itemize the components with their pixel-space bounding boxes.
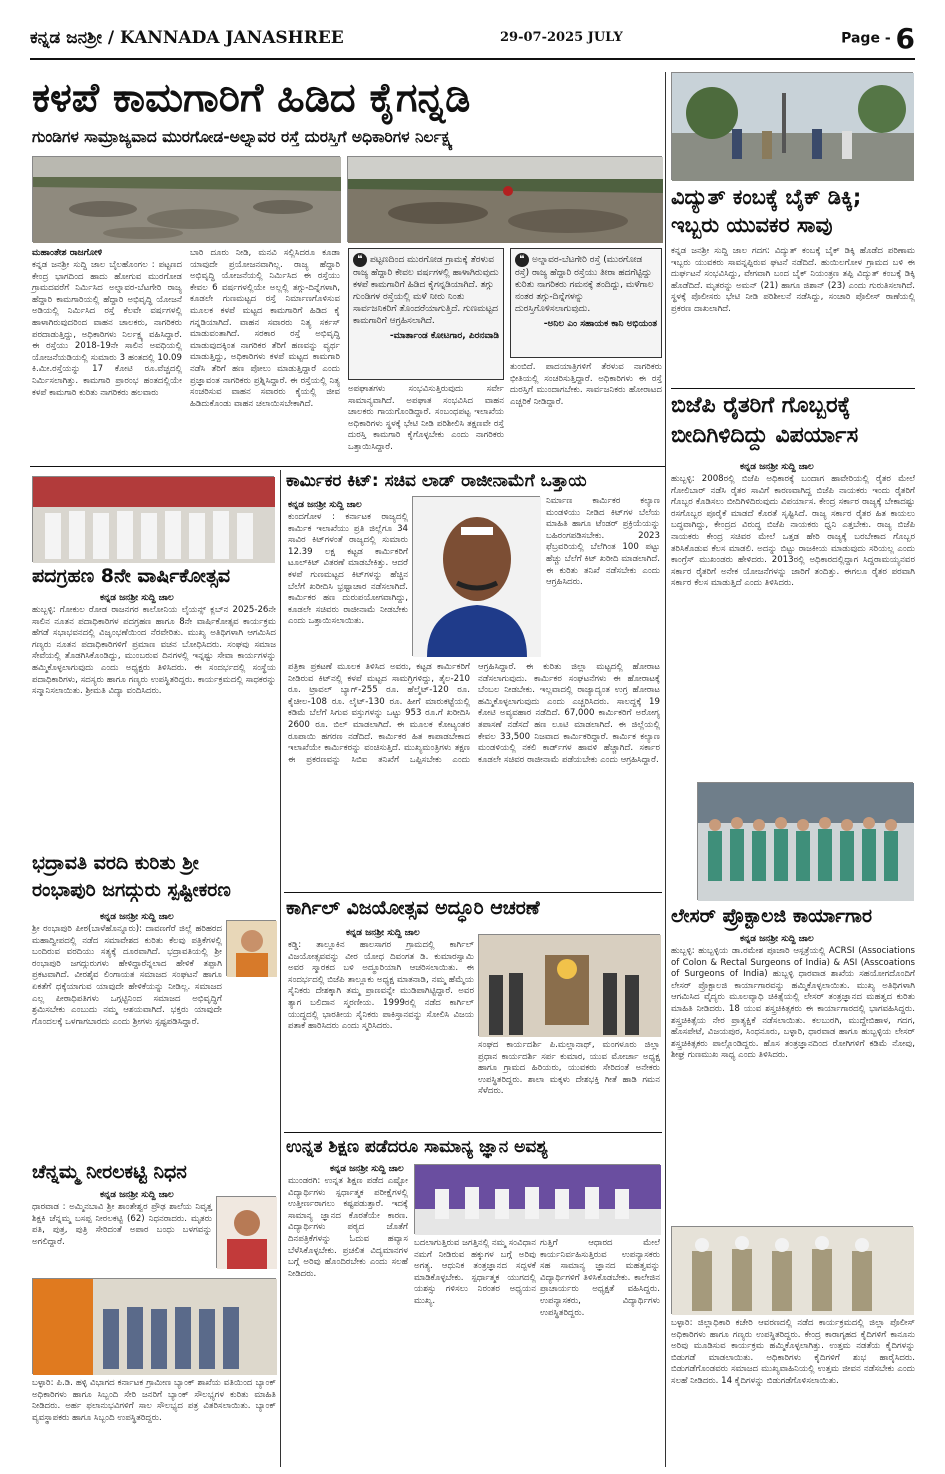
chennamma-body: ಧಾರವಾಡ : ಅಮ್ಮಿನಬಾವಿ ಶ್ರೀ ಶಾಂತೇಶ್ವರ ಪ್ರೌಢ ಶಾಲೆಯ ನಿವೃತ್ತ ಶಿಕ್ಷಕಿ ಚೆನ್ನಮ್ಮ ಬಸಪ್ಪ ನೀರಲಕಟ್ಟಿ (62) ನಿಧನರಾದರು. ಮೃತರು ಪತಿ, ಪುತ್ರ, ಪುತ್ರಿ ಸೇರಿದಂತೆ ಅಪಾರ ಬಂಧು ಬಳಗವನ್ನು ಅಗಲಿದ್ದಾರೆ. <box>32 1202 212 1247</box>
karmika-body-full: ಪತ್ರಿಕಾ ಪ್ರಕಟಣೆ ಮೂಲಕ ತಿಳಿಸಿದ ಅವರು, ಕಟ್ಟಡ ಕಾರ್ಮಿಕರಿಗೆ ನೀಡಿರುವ ಕಿಟ್‌ನಲ್ಲಿ ಕಳಪೆ ಮಟ್ಟದ ಸಾಮಗ್ರಿಗಳಿದ್ದು, ತೈಲ-210 ರೂ. ಟ್ರಾವಲ್ ಬ್ಯಾಗ್-255 ರೂ. ಹೆಲ್ಮೆಟ್-120 ರೂ. ಕೈಚೀಲ-108 ರೂ. ಲೈಟ್-130 ರೂ. ಹೀಗೆ ಮಾರುಕಟ್ಟೆಯಲ್ಲಿ ಕಡಿಮೆ ಬೆಲೆಗೆ ಸಿಗುವ ವಸ್ತುಗಳನ್ನು ಒಟ್ಟು 953 ರೂ.ಗೆ ಖರೀದಿಸಿ 2600 ರೂ. ಬಿಲ್ ಮಾಡಲಾಗಿದೆ. ಈ ಮೂಲಕ ಕೋಟ್ಯಂತರ ರೂಪಾಯಿ ಹಗರಣ ನಡೆದಿದೆ. ಕಾರ್ಮಿಕರ ಹಿತ ಕಾಪಾಡಬೇಕಾದ ಇಲಾಖೆಯೇ ಕಾರ್ಮಿಕರನ್ನು ವಂಚಿಸುತ್ತಿದೆ. ಮುಖ್ಯಮಂತ್ರಿಗಳು ತಕ್ಷಣ ಈ ಪ್ರಕರಣವನ್ನು ಸಿಬಿಐ ತನಿಖೆಗೆ ಒಪ್ಪಿಸಬೇಕು ಎಂದು ಆಗ್ರಹಿಸಿದ್ದಾರೆ. ಈ ಕುರಿತು ಜಿಲ್ಲಾ ಮಟ್ಟದಲ್ಲಿ ಹೋರಾಟ ನಡೆಸಲಾಗುವುದು. ಕಾರ್ಮಿಕರ ಸಂಘಟನೆಗಳು ಈ ಹೋರಾಟಕ್ಕೆ ಬೆಂಬಲ ನೀಡಬೇಕು. ಇಲ್ಲವಾದಲ್ಲಿ ರಾಜ್ಯಾದ್ಯಂತ ಉಗ್ರ ಹೋರಾಟ ಹಮ್ಮಿಕೊಳ್ಳಲಾಗುವುದು ಎಂದು ಎಚ್ಚರಿಸಿದರು. ಸಾಲದ್ದಕ್ಕೆ 19 ಕೋಟಿ ಅವ್ಯವಹಾರ ನಡೆದಿದೆ. 67,000 ಕಾರ್ಮಿಕರಿಗೆ ಅರೋಗ್ಯ ತಪಾಸಣೆ ನಡೆಸದೆ ಹಣ ಲೂಟಿ ಮಾಡಲಾಗಿದೆ. ಈ ಜಿಲ್ಲೆಯಲ್ಲಿ ಕೇವಲ 33,500 ನಿಜವಾದ ಕಾರ್ಮಿಕರಿದ್ದಾರೆ. ಕಾರ್ಮಿಕ ಕಲ್ಯಾಣ ಮಂಡಳಿಯಲ್ಲಿ ನಕಲಿ ಕಾರ್ಡ್‌ಗಳ ಹಾವಳಿ ಹೆಚ್ಚಾಗಿದೆ. ಸರ್ಕಾರ ಕೂಡಲೇ ಸಚಿವರ ರಾಜೀನಾಮೆ ಪಡೆಯಬೇಕು ಎಂದು ಆಗ್ರಹಿಸಿದ್ದಾರೆ. <box>288 662 660 765</box>
main-body-col4: ತುಂಬಿದೆ. ಪಾದಯಾತ್ರಿಗಳಿಗೆ ತೆರಳುವ ನಾಗರಿಕರು ಭೀತಿಯಲ್ಲಿ ಸಂಚರಿಸುತ್ತಿದ್ದಾರೆ. ಅಧಿಕಾರಿಗಳು ಈ ರಸ್ತೆ ದುರಸ್ತಿಗೆ ಮುಂದಾಗಬೇಕು. ಸಾರ್ವಜನಿಕರು ಹೋರಾಟದ ಎಚ್ಚರಿಕೆ ನೀಡಿದ್ದಾರೆ. <box>510 362 662 407</box>
karmika-byline: ಕನ್ನಡ ಜನಶ್ರೀ ಸುದ್ದಿ ಜಾಲ <box>288 500 362 510</box>
page-indicator <box>841 22 915 55</box>
memorial-photo-illustration <box>479 935 661 1037</box>
main-byline: ಮಹಾಂತೇಶ ರಾಜಗೋಳಿ <box>32 248 103 258</box>
main-headline: ಕಳಪೆ ಕಾಮಗಾರಿಗೆ ಹಿಡಿದ ಕೈಗನ್ನಡಿ <box>32 75 471 121</box>
padagrahana-headline: ಪದಗ್ರಹಣ 8ನೇ ವಾರ್ಷಿಕೋತ್ಸವ <box>32 565 231 587</box>
road-photo-right <box>347 156 662 242</box>
main-body-col1: ಕನ್ನಡ ಜನಶ್ರೀ ಸುದ್ದಿ ಜಾಲ ಬೈಲಹೊಂಗಲ : ಪಟ್ಟಣದ ಕೇಂದ್ರ ಭಾಗದಿಂದ ಹಾದು ಹೋಗುವ ಮುರಗೋಡ ಗ್ರಾಮದವರೆಗೆ ನಿರ್ಮಿಸಿದ ಅಲ್ನಾವರ-ಬೆಟಗೇರಿ ರಾಜ್ಯ ಹೆದ್ದಾರಿ ಕಾಮಗಾರಿಯಲ್ಲಿ ಹೆದ್ದಾರಿ ಅಭಿವೃದ್ಧಿ ಯೋಜನೆ ಅಡಿಯಲ್ಲಿ ನಿರ್ಮಿಸಿದ ರಸ್ತೆ ಕೆಲವೇ ವರ್ಷಗಳಲ್ಲಿ ಹಾಳಾಗಿರುವುದರಿಂದ ವಾಹನ ಚಾಲಕರು, ನಾಗರಿಕರು ಪರದಾಡುತ್ತಿದ್ದು, ಅಧಿಕಾರಿಗಳು ನಿರ್ಲಕ್ಷ್ಯ ವಹಿಸಿದ್ದಾರೆ. ಈ ರಸ್ತೆಯು 2018-19ನೇ ಸಾಲಿನ ಅವಧಿಯಲ್ಲಿ ಯೋಜನೆಯಡಿಯಲ್ಲಿ ಸುಮಾರು 3 ಹಂತದಲ್ಲಿ 10.09 ಕಿ.ಮೀ.ರಸ್ತೆಯನ್ನು 17 ಕೋಟಿ ರೂ.ವೆಚ್ಚದಲ್ಲಿ ನಿರ್ಮಿಸಲಾಗಿತ್ತು. ಕಾಮಗಾರಿ ಪ್ರಾರಂಭ ಹಂತದಲ್ಲಿಯೇ ಕಳಪೆ ಕಾಮಗಾರಿ ಕುರಿತು ನಾಗರಿಕರು ಹಲವಾರು <box>32 260 182 398</box>
ballari-photo <box>671 1226 913 1314</box>
kargil-body-col1: ಕಡ್ಡಿ: ತಾಲ್ಲೂಕಿನ ಹಾಲಸಾಗರ ಗ್ರಾಮದಲ್ಲಿ ಕಾರ್ಗಿಲ್ ವಿಜಯೋತ್ಸವವನ್ನು ವೀರ ಯೋಧ ದಿವಂಗತ ಡಿ. ಕುಮಾರಸ್ವಾಮಿ ಅವರ ಸ್ಮಾರಕದ ಬಳಿ ಅದ್ಧೂರಿಯಾಗಿ ಆಚರಿಸಲಾಯಿತು. ಈ ಸಂದರ್ಭದಲ್ಲಿ ಬಿಜೆಪಿ ತಾಲ್ಲೂಕು ಅಧ್ಯಕ್ಷ ಮಾತನಾಡಿ, ನಮ್ಮ ಹೆಮ್ಮೆಯ ಸೈನಿಕರು ದೇಶಕ್ಕಾಗಿ ತಮ್ಮ ಪ್ರಾಣವನ್ನೇ ಮುಡಿಪಾಗಿಟ್ಟಿದ್ದಾರೆ. ಅವರ ತ್ಯಾಗ ಬಲಿದಾನ ಸ್ಮರಣೀಯ. 1999ರಲ್ಲಿ ನಡೆದ ಕಾರ್ಗಿಲ್ ಯುದ್ಧದಲ್ಲಿ ಭಾರತೀಯ ಸೈನಿಕರು ಪಾಕಿಸ್ತಾನವನ್ನು ಸೋಲಿಸಿ ವಿಜಯ ಪತಾಕೆ ಹಾರಿಸಿದರು ಎಂದು ಸ್ಮರಿಸಿದರು. <box>288 940 474 1032</box>
portrait-illustration <box>227 921 277 977</box>
quote-1-signature: -ಮಾರ್ತಾಂಡ ಕೋಟಗಾರ, ಪಿರನವಾಡಿ <box>389 331 499 341</box>
paper-name: ಕನ್ನಡ ಜನಶ್ರೀ / KANNADA JANASHREE <box>30 28 344 48</box>
kargil-photo <box>478 934 660 1036</box>
quote-2-text: ಅಲ್ನಾವರ-ಬೆಟಗೇರಿ ರಸ್ತೆ (ಮುರಗೋಡ ರಸ್ತೆ) ರಾಜ್ಯ ಹೆದ್ದಾರಿ ರಸ್ತೆಯು ತೀರಾ ಹದಗೆಟ್ಟಿದ್ದು ಕುರಿತು ನಾಗರಿಕರು ಗಮನಕ್ಕೆ ತಂದಿದ್ದು, ಮಳೆಗಾಲ ನಂತರ ತಗ್ಗು-ದಿನ್ನೆಗಳನ್ನು ದುರಸ್ತಿಗೊಳಿಸಲಾಗುವುದು. <box>515 255 654 314</box>
ballari-caption: ಬಳ್ಳಾರಿ: ಜಿಲ್ಲಾಧಿಕಾರಿ ಕಚೇರಿ ಆವರಣದಲ್ಲಿ ನಡೆದ ಕಾರ್ಯಕ್ರಮದಲ್ಲಿ ಜಿಲ್ಲಾ ಪೊಲೀಸ್ ಅಧಿಕಾರಿಗಳು ಹಾಗೂ ಗಣ್ಯರು ಉಪಸ್ಥಿತರಿದ್ದರು. ಕೇಂದ್ರ ಕಾರಾಗೃಹದ ಕೈದಿಗಳಿಗೆ ಕಾನೂನು ಅರಿವು ಮೂಡಿಸುವ ಕಾರ್ಯಕ್ರಮ ಹಮ್ಮಿಕೊಳ್ಳಲಾಗಿತ್ತು. ಉತ್ತಮ ನಡತೆಯ ಕೈದಿಗಳನ್ನು ಬಿಡುಗಡೆ ಮಾಡಲಾಯಿತು. ಅಧಿಕಾರಿಗಳು ಕೈದಿಗಳಿಗೆ ಶುಭ ಹಾರೈಸಿದರು. ಬಿಡುಗಡೆಗೊಂಡವರು ಸಮಾಜದ ಮುಖ್ಯವಾಹಿನಿಯಲ್ಲಿ ಉತ್ತಮ ಜೀವನ ನಡೆಸಬೇಕು ಎಂದು ಸಲಹೆ ನೀಡಿದರು. 14 ಕೈದಿಗಳನ್ನು ಬಿಡುಗಡೆಗೊಳಿಸಲಾಯಿತು. <box>671 1318 915 1386</box>
road-photo-left <box>32 156 340 242</box>
bjp-byline: ಕನ್ನಡ ಜನಶ್ರೀ ಸುದ್ದಿ ಜಾಲ <box>740 462 814 472</box>
higher-ed-body-col2: ಬದಲಾಗುತ್ತಿರುವ ಜಗತ್ತಿನಲ್ಲಿ ನಮ್ಮ ಸಂವಿಧಾನ ನಮಗೆ ನೀಡಿರುವ ಹಕ್ಕುಗಳ ಬಗ್ಗೆ ಅರಿವು ಅಗತ್ಯ. ಆಧುನಿಕ ತಂತ್ರಜ್ಞಾನದ ಸದ್ಬಳಕೆ ಮಾಡಿಕೊಳ್ಳಬೇಕು. ಸ್ಪರ್ಧಾತ್ಮಕ ಯುಗದಲ್ಲಿ ಯಶಸ್ಸು ಗಳಿಸಲು ನಿರಂತರ ಅಧ್ಯಯನ ಮುಖ್ಯ. <box>414 1238 537 1306</box>
electric-headline-l2: ಇಬ್ಬರು ಯುವಕರ ಸಾವು <box>671 213 833 237</box>
higher-ed-body-col3: ಗುತ್ತಿಗೆ ಆಧಾರದ ಮೇಲೆ ಕಾರ್ಯನಿರ್ವಹಿಸುತ್ತಿರುವ ಉಪನ್ಯಾಸಕರು ಸಹ ಸಾಮಾನ್ಯ ಜ್ಞಾನದ ಮಹತ್ವವನ್ನು ವಿದ್ಯಾರ್ಥಿಗಳಿಗೆ ತಿಳಿಸಿಕೊಡಬೇಕು. ಕಾಲೇಜಿನ ಪ್ರಾಚಾರ್ಯರು ಅಧ್ಯಕ್ಷತೆ ವಹಿಸಿದ್ದರು. ಉಪನ್ಯಾಸಕರು, ವಿದ್ಯಾರ್ಥಿಗಳು ಉಪಸ್ಥಿತರಿದ್ದರು. <box>540 1238 660 1318</box>
portrait-illustration <box>217 1197 277 1269</box>
accident-photo <box>671 72 913 180</box>
road-photo-illustration <box>33 157 341 243</box>
main-body-col2: ಬಾರಿ ದೂರು ನೀಡಿ, ಮನವಿ ಸಲ್ಲಿಸಿದರೂ ಕೂಡಾ ಯಾವುದೇ ಪ್ರಯೋಜನವಾಗಿಲ್ಲ. ರಾಜ್ಯ ಹೆದ್ದಾರಿ ಅಭಿವೃದ್ಧಿ ಯೋಜನೆಯಲ್ಲಿ ನಿರ್ಮಿಸಿದ ಈ ರಸ್ತೆಯು ಕೇವಲ 6 ವರ್ಷಗಳಲ್ಲಿಯೇ ಅಲ್ಲಲ್ಲಿ ತಗ್ಗು-ದಿನ್ನೆಗಳಾಗಿ, ಕೂಡಲೇ ಗುಣಮಟ್ಟದ ರಸ್ತೆ ನಿರ್ಮಾಣಗೊಳಿಸುವ ಮೂಲಕ ಕಳಪೆ ಮಟ್ಟದ ಕಾಮಗಾರಿಗೆ ಹಿಡಿದ ಕೈ ಗನ್ನಡಿಯಾಗಿದೆ. ವಾಹನ ಸವಾರರು ನಿತ್ಯ ಸರ್ಕಸ್ ಮಾಡುವಂತಾಗಿದೆ. ಸರಕಾರ ರಸ್ತೆ ಅಭಿವೃದ್ಧಿ ಮಾಡುವುದಕ್ಕಿಂತ ನಾಗರಿಕರ ತೆರಿಗೆ ಹಣವನ್ನು ವ್ಯರ್ಥ ಮಾಡುತ್ತಿದ್ದು, ಅಧಿಕಾರಿಗಳು ಕಳಪೆ ಮಟ್ಟದ ಕಾಮಗಾರಿ ನಡೆಸಿ ತೆರಿಗೆ ಹಣ ಪೋಲು ಮಾಡುತ್ತಿದ್ದಾರೆ ಎಂದು ಪ್ರಜ್ಞಾವಂತ ನಾಗರಿಕರು ಪ್ರಶ್ನಿಸಿದ್ದಾರೆ. ಈ ರಸ್ತೆಯಲ್ಲಿ ನಿತ್ಯ ಸಂಚರಿಸುವ ವಾಹನ ಸವಾರರು ಕೈಯಲ್ಲಿ ಜೀವ ಹಿಡಿದುಕೊಂಡು ವಾಹನ ಚಲಾಯಿಸಬೇಕಾಗಿದೆ. <box>190 248 340 409</box>
quote-icon: ❝ <box>353 253 367 267</box>
main-body-col3: ಅಪಘಾತಗಳು ಸಂಭವಿಸುತ್ತಿರುವುದು ಸರ್ವೇ ಸಾಮಾನ್ಯವಾಗಿದೆ. ಅಪಘಾತ ಸಂಭವಿಸಿದ ವಾಹನ ಚಾಲಕರು ಗಾಯಗೊಂಡಿದ್ದಾರೆ. ಸಂಬಂಧಪಟ್ಟ ಇಲಾಖೆಯ ಅಧಿಕಾರಿಗಳು ಸ್ಥಳಕ್ಕೆ ಭೇಟಿ ನೀಡಿ ಪರಿಶೀಲಿಸಿ ತಕ್ಷಣವೇ ರಸ್ತೆ ದುರಸ್ತಿ ಕಾಮಗಾರಿ ಕೈಗೊಳ್ಳಬೇಕು ಎಂದು ನಾಗರಿಕರು ಒತ್ತಾಯಿಸಿದ್ದಾರೆ. <box>348 384 504 452</box>
section-rule <box>284 1132 662 1133</box>
laser-byline: ಕನ್ನಡ ಜನಶ್ರೀ ಸುದ್ದಿ ಜಾಲ <box>740 934 814 944</box>
ceremony-photo-illustration <box>672 1227 914 1315</box>
page-label: Page - <box>841 30 891 47</box>
swamiji-photo <box>226 920 276 976</box>
karmika-headline: ಕಾರ್ಮಿಕರ ಕಿಟ್: ಸಚಿವ ಲಾಡ್ ರಾಜೀನಾಮೆಗೆ ಒತ್ತಾಯ <box>286 471 587 491</box>
group-photo-illustration <box>33 1279 277 1375</box>
quote-2-signature: -ಅನಿಲ ಎಂ ಸಹಾಯಕ ಕಾನಿ ಅಭಿಯಂತ <box>543 319 657 329</box>
bjp-body: ಹುಬ್ಬಳ್ಳಿ: 2008ರಲ್ಲಿ ಬಿಜೆಪಿ ಅಧಿಕಾರಕ್ಕೆ ಬಂದಾಗ ಹಾವೇರಿಯಲ್ಲಿ ರೈತರ ಮೇಲೆ ಗೋಲಿಬಾರ್ ನಡೆಸಿ ರೈತರ ಸಾವಿಗೆ ಕಾರಣವಾಗಿದ್ದ ಬಿಜೆಪಿ ನಾಯಕರು ಇಂದು ರೈತರಿಗೆ ಗೊಬ್ಬರ ಕೊಡಿಸಲು ಬೀದಿಗಿಳಿದಿರುವುದು ವಿಪರ್ಯಾಸ. ಕೇಂದ್ರ ಸರ್ಕಾರ ರಾಜ್ಯಕ್ಕೆ ಬೇಕಾದಷ್ಟು ರಸಗೊಬ್ಬರ ಪೂರೈಕೆ ಮಾಡದೆ ಕೊರತೆ ಸೃಷ್ಟಿಸಿದೆ. ರಾಜ್ಯ ಸರ್ಕಾರ ರೈತರ ಹಿತ ಕಾಯಲು ಬದ್ಧವಾಗಿದ್ದು, ಕೇಂದ್ರದ ವಿರುದ್ಧ ಬಿಜೆಪಿ ನಾಯಕರು ಧ್ವನಿ ಎತ್ತಬೇಕು. ರಾಜ್ಯ ಬಿಜೆಪಿ ನಾಯಕರು ಕೇಂದ್ರ ಸಚಿವರ ಮೇಲೆ ಒತ್ತಡ ಹೇರಿ ರಾಜ್ಯಕ್ಕೆ ಬರಬೇಕಾದ ಗೊಬ್ಬರ ತರಿಸಿಕೊಡುವ ಕೆಲಸ ಮಾಡಲಿ. ಅದನ್ನು ಬಿಟ್ಟು ರಾಜಕೀಯ ಮಾಡುವುದು ಸರಿಯಲ್ಲ ಎಂದು ಕಾಂಗ್ರೆಸ್ ಮುಖಂಡರು ಹೇಳಿದರು. 2013ರಲ್ಲಿ ಅಧಿಕಾರದಲ್ಲಿದ್ದಾಗ ಸಿದ್ದರಾಮಯ್ಯನವರ ಸರ್ಕಾರ ರೈತರಿಗೆ ಅನೇಕ ಯೋಜನೆಗಳನ್ನು ಜಾರಿಗೆ ತಂದಿತ್ತು. ಈಗಲೂ ರೈತರ ಪರವಾಗಿ ಸರ್ಕಾರ ಕೆಲಸ ಮಾಡುತ್ತಿದೆ ಎಂದು ತಿಳಿಸಿದರು. <box>671 474 915 589</box>
kargil-byline: ಕನ್ನಡ ಜನಶ್ರೀ ಸುದ್ದಿ ಜಾಲ <box>346 928 420 938</box>
laser-body: ಹುಬ್ಬಳ್ಳಿ: ಹುಬ್ಬಳ್ಳಿಯ ಡಾ.ರಮೇಶ ಪೂಜಾರಿ ಆಸ್ಪತ್ರೆಯಲ್ಲಿ ACRSI (Associations of Colon & Rectal Surgeons of India) & ASI (Asscoations of Surgeons of India) ಹುಬ್ಬಳ್ಳಿ ಧಾರವಾಡ ಶಾಖೆಯ ಸಹಯೋಗದೊಂದಿಗೆ ಲೇಸರ್ ಪ್ರೊಕ್ಟಾಲಜಿ ಕಾರ್ಯಾಗಾರವನ್ನು ಹಮ್ಮಿಕೊಳ್ಳಲಾಯಿತು. ಮುಖ್ಯ ಅತಿಥಿಗಳಾಗಿ ಆಗಮಿಸಿದ ವೈದ್ಯರು ಮೂಲವ್ಯಾಧಿ ಚಿಕಿತ್ಸೆಯಲ್ಲಿ ಲೇಸರ್ ತಂತ್ರಜ್ಞಾನದ ಮಹತ್ವದ ಕುರಿತು ಮಾಹಿತಿ ನೀಡಿದರು. 18 ಯುವ ಶಸ್ತ್ರಚಿಕಿತ್ಸಕರು ಈ ಕಾರ್ಯಾಗಾರದಲ್ಲಿ ಭಾಗವಹಿಸಿದ್ದರು. ಶಸ್ತ್ರಚಿಕಿತ್ಸೆಯ ನೇರ ಪ್ರಾತ್ಯಕ್ಷಿಕೆ ನಡೆಸಲಾಯಿತು. ಕಲಬುರಗಿ, ಮುದ್ದೇಬಿಹಾಳ, ಗದಗ, ಹೊಸಪೇಟೆ, ವಿಜಯಪುರ, ಸಿಂಧನೂರು, ಬಳ್ಳಾರಿ, ಧಾರವಾಡ ಹಾಗೂ ಹುಬ್ಬಳ್ಳಿಯ ಲೇಸರ್ ಶಸ್ತ್ರಚಿಕಿತ್ಸಕರು ಪಾಲ್ಗೊಂಡಿದ್ದರು. ಹೊಸ ತಂತ್ರಜ್ಞಾನದಿಂದ ರೋಗಿಗಳಿಗೆ ಕಡಿಮೆ ನೋವು, ಶೀಘ್ರ ಗುಣಮುಖ ಸಾಧ್ಯ ಎಂದು ತಿಳಿಸಿದರು. <box>671 946 915 1061</box>
issue-date: 29-07-2025 JULY <box>500 30 623 45</box>
quote-1-text: ಪಟ್ಟಣದಿಂದ ಮುರಗೋಡ ಗ್ರಾಮಕ್ಕೆ ತೆರಳುವ ರಾಜ್ಯ ಹೆದ್ದಾರಿ ಕೇವಲ ವರ್ಷಗಳಲ್ಲಿ ಹಾಳಾಗಿರುವುದು ಕಳಪೆ ಕಾಮಗಾರಿಗೆ ಹಿಡಿದ ಕೈಗನ್ನಡಿಯಾಗಿದೆ. ತಗ್ಗು ಗುಂಡಿಗಳ ರಸ್ತೆಯಲ್ಲಿ ಮಳೆ ನೀರು ನಿಂತು ಸಾರ್ವಜನಿಕರಿಗೆ ತೊಂದರೆಯಾಗುತ್ತಿದೆ. ಗುಣಮಟ್ಟದ ಕಾಮಗಾರಿಗೆ ಆಗ್ರಹಿಸಲಾಗಿದೆ. <box>353 255 499 326</box>
bjp-headline-l2: ಬೀದಿಗಿಳಿದಿದ್ದು ವಿಪರ್ಯಾಸ <box>671 423 859 448</box>
section-rule <box>284 892 662 893</box>
electric-headline-l1: ವಿದ್ಯುತ್ ಕಂಬಕ್ಕೆ ಬೈಕ್ ಡಿಕ್ಕಿ; <box>671 185 862 209</box>
electric-body: ಕನ್ನಡ ಜನಶ್ರೀ ಸುದ್ದಿ ಜಾಲ ಗದಗ: ವಿದ್ಯುತ್ ಕಂಬಕ್ಕೆ ಬೈಕ್ ಡಿಕ್ಕಿ ಹೊಡೆದ ಪರಿಣಾಮ ಇಬ್ಬರು ಯುವಕರು ಸಾವನ್ನಪ್ಪಿರುವ ಘಟನೆ ನಡೆದಿದೆ. ಹುಯಿಲಗೋಳ ಗ್ರಾಮದ ಬಳಿ ಈ ದುರ್ಘಟನೆ ಸಂಭವಿಸಿದ್ದು, ವೇಗವಾಗಿ ಬಂದ ಬೈಕ್ ನಿಯಂತ್ರಣ ತಪ್ಪಿ ವಿದ್ಯುತ್ ಕಂಬಕ್ಕೆ ಡಿಕ್ಕಿ ಹೊಡೆದಿದೆ. ಮೃತರನ್ನು ಅಮನ್ (21) ಹಾಗೂ ಜಿಶಾನ್ (23) ಎಂದು ಗುರುತಿಸಲಾಗಿದೆ. ಸ್ಥಳಕ್ಕೆ ಪೊಲೀಸರು ಭೇಟಿ ನೀಡಿ ಪರಿಶೀಲನೆ ನಡೆಸಿದ್ದು, ಸಂಚಾರಿ ಪೊಲೀಸ್ ಠಾಣೆಯಲ್ಲಿ ಪ್ರಕರಣ ದಾಖಲಾಗಿದೆ. <box>671 246 915 314</box>
page-number: 6 <box>895 22 915 55</box>
section-rule <box>30 466 665 467</box>
masthead <box>30 22 915 56</box>
higher-ed-body-col1: ಮುಂಡರಗಿ: ಉನ್ನತ ಶಿಕ್ಷಣ ಪಡೆದ ಎಷ್ಟೋ ವಿದ್ಯಾರ್ಥಿಗಳು ಸ್ಪರ್ಧಾತ್ಮಕ ಪರೀಕ್ಷೆಗಳಲ್ಲಿ ಉತ್ತೀರ್ಣರಾಗಲು ಕಷ್ಟಪಡುತ್ತಾರೆ. ಇದಕ್ಕೆ ಸಾಮಾನ್ಯ ಜ್ಞಾನದ ಕೊರತೆಯೇ ಕಾರಣ. ವಿದ್ಯಾರ್ಥಿಗಳು ಪಠ್ಯದ ಜೊತೆಗೆ ದಿನಪತ್ರಿಕೆಗಳನ್ನು ಓದುವ ಹವ್ಯಾಸ ಬೆಳೆಸಿಕೊಳ್ಳಬೇಕು. ಪ್ರಚಲಿತ ವಿದ್ಯಮಾನಗಳ ಬಗ್ಗೆ ಅರಿವು ಹೊಂದಿರಬೇಕು ಎಂದು ಸಲಹೆ ನೀಡಿದರು. <box>288 1176 408 1279</box>
higher-ed-headline: ಉನ್ನತ ಶಿಕ್ಷಣ ಪಡೆದರೂ ಸಾಮಾನ್ಯ ಜ್ಞಾನ ಅವಶ್ಯ <box>286 1137 548 1157</box>
stage-photo-illustration <box>415 1165 661 1235</box>
main-subheadline: ಗುಂಡಿಗಳ ಸಾಮ್ರಾಜ್ಯವಾದ ಮುರಗೋಡ-ಅಲ್ನಾವರ ರಸ್ತೆ ದುರಸ್ತಿಗೆ ಅಧಿಕಾರಿಗಳ ನಿರ್ಲಕ್ಷ್ಯ <box>32 128 453 146</box>
quote-box-1 <box>348 248 504 380</box>
group-photo-illustration <box>33 477 275 563</box>
chennamma-byline: ಕನ್ನಡ ಜನಶ್ರೀ ಸುದ್ದಿ ಜಾಲ <box>100 1190 174 1200</box>
higher-ed-photo <box>414 1164 660 1234</box>
bhadravati-byline: ಕನ್ನಡ ಜನಶ್ರೀ ಸುದ್ದಿ ಜಾಲ <box>100 912 174 922</box>
column-divider <box>665 72 666 1467</box>
higher-ed-byline: ಕನ್ನಡ ಜನಶ್ರೀ ಸುದ್ದಿ ಜಾಲ <box>330 1164 404 1174</box>
bank-caption: ಬಳ್ಳಾರಿ: ಪಿ.ಡಿ. ಹಳ್ಳಿ ವಿಭಾಗದ ಕರ್ನಾಟಕ ಗ್ರಾಮೀಣ ಬ್ಯಾಂಕ್ ಶಾಖೆಯ ವತಿಯಿಂದ ಬ್ಯಾಂಕ್ ಅಧಿಕಾರಿಗಳು ಹಾಗೂ ಸಿಬ್ಬಂದಿ ಸೇರಿ ಜನರಿಗೆ ಬ್ಯಾಂಕ್ ಸೌಲಭ್ಯಗಳ ಕುರಿತು ಮಾಹಿತಿ ನೀಡಿದರು. ಅರ್ಹ ಫಲಾನುಭವಿಗಳಿಗೆ ಸಾಲ ಸೌಲಭ್ಯದ ಪತ್ರ ವಿತರಿಸಲಾಯಿತು. ಬ್ಯಾಂಕ್ ವ್ಯವಸ್ಥಾಪಕರು ಹಾಗೂ ಸಿಬ್ಬಂದಿ ಉಪಸ್ಥಿತರಿದ್ದರು. <box>32 1378 276 1423</box>
quote-icon: ❝ <box>515 253 529 267</box>
road-photo-illustration <box>348 157 663 243</box>
kargil-headline: ಕಾರ್ಗಿಲ್ ವಿಜಯೋತ್ಸವ ಅದ್ಧೂರಿ ಆಚರಣೆ <box>286 897 540 919</box>
bjp-headline-l1: ಬಿಜೆಪಿ ರೈತರಿಗೆ ಗೊಬ್ಬರಕ್ಕೆ <box>671 393 851 418</box>
section-rule <box>671 388 915 389</box>
karmika-body-col1: ಕುಂದಗೋಳ : ಕರ್ನಾಟಕ ರಾಜ್ಯದಲ್ಲಿ ಕಾರ್ಮಿಕ ಇಲಾಖೆಯು ಪ್ರತಿ ಜಿಲ್ಲೆಗೂ 34 ಸಾವಿರ ಕಿಟ್‌ಗಳಂತೆ ರಾಜ್ಯದಲ್ಲಿ ಸುಮಾರು 12.39 ಲಕ್ಷ ಕಟ್ಟಡ ಕಾರ್ಮಿಕರಿಗೆ ಟೂಲ್‌ಕಿಟ್ ವಿತರಣೆ ಮಾಡಬೇಕಿತ್ತು. ಆದರೆ ಕಳಪೆ ಗುಣಮಟ್ಟದ ಕಿಟ್‌ಗಳನ್ನು ಹೆಚ್ಚಿನ ಬೆಲೆಗೆ ಖರೀದಿಸಿ ಭ್ರಷ್ಟಾಚಾರ ನಡೆಸಲಾಗಿದೆ. ಕಾರ್ಮಿಕರ ಹಣ ದುರುಪಯೋಗವಾಗಿದ್ದು, ಕೂಡಲೇ ಸಚಿವರು ರಾಜೀನಾಮೆ ನೀಡಬೇಕು ಎಂದು ಒತ್ತಾಯಿಸಲಾಯಿತು. <box>288 512 408 627</box>
padagrahana-byline: ಕನ್ನಡ ಜನಶ್ರೀ ಸುದ್ದಿ ಜಾಲ <box>100 593 174 603</box>
kargil-body-col2: ಸಂಘದ ಕಾರ್ಯದರ್ಶಿ ಪಿ.ಮಲ್ಲಾನಾಥ್, ಮಂಗಳೂರು ಜಿಲ್ಲಾ ಪ್ರಧಾನ ಕಾರ್ಯದರ್ಶಿ ಸರ್ಪ ಕುಮಾರ, ಯುವ ಮೋರ್ಚಾ ಅಧ್ಯಕ್ಷ ಹಾಗೂ ಗ್ರಾಮದ ಹಿರಿಯರು, ಯುವಕರು ಸೇರಿದಂತೆ ಅನೇಕರು ಉಪಸ್ಥಿತರಿದ್ದರು. ಶಾಲಾ ಮಕ್ಕಳು ದೇಶಭಕ್ತಿ ಗೀತೆ ಹಾಡಿ ಗಮನ ಸೆಳೆದರು. <box>478 1040 660 1097</box>
padagrahana-photo <box>32 476 274 562</box>
karmika-body-col2: ನಿರ್ಮಾಣ ಕಾರ್ಮಿಕರ ಕಲ್ಯಾಣ ಮಂಡಳಿಯು ನೀಡಿದ ಕಿಟ್‌ಗಳ ಬೆಲೆಯ ಮಾಹಿತಿ ಹಾಗೂ ಟೆಂಡರ್ ಪ್ರಕ್ರಿಯೆಯನ್ನು ಬಹಿರಂಗಪಡಿಸಬೇಕು. 2023 ಫೆಬ್ರವರಿಯಲ್ಲಿ ಬೆಲೆಗಿಂತ 100 ಪಟ್ಟು ಹೆಚ್ಚು ಬೆಲೆಗೆ ಕಿಟ್ ಖರೀದಿ ಮಾಡಲಾಗಿದೆ. ಈ ಕುರಿತು ತನಿಖೆ ನಡೆಸಬೇಕು ಎಂದು ಆಗ್ರಹಿಸಿದರು. <box>546 496 660 588</box>
accident-photo-illustration <box>672 73 914 181</box>
bhadravati-headline-l2: ರಂಭಾಪುರಿ ಜಗದ್ಗುರು ಸ್ಪಷ್ಟೀಕರಣ <box>32 879 231 901</box>
laser-headline: ಲೇಸರ್ ಪ್ರೊಕ್ಟಾಲಜಿ ಕಾರ್ಯಾಗಾರ <box>671 905 873 927</box>
karmika-portrait <box>412 496 540 656</box>
chennamma-headline: ಚೆನ್ನಮ್ಮ ನೀರಲಕಟ್ಟಿ ನಿಧನ <box>32 1161 187 1183</box>
bhadravati-headline-l1: ಭದ್ರಾವತಿ ವರದಿ ಕುರಿತು ಶ್ರೀ <box>32 852 199 874</box>
group-photo-illustration <box>698 783 914 901</box>
bank-event-photo <box>32 1278 276 1374</box>
column-divider <box>280 470 281 1467</box>
bhadravati-body-top: ಶ್ರೀ ರಂಭಾಪುರಿ ಪೀಠ(ಬಾಳೆಹೊನ್ನೂರು): ದಾವಣಗೆರೆ ಜಿಲ್ಲೆ ಹರಿಹರದ ಮಹಾದ್ವೀಪದಲ್ಲಿ ನಡೆದ ಸಮಾವೇಶದ ಕುರಿತು ಕೆಲವು ಪತ್ರಿಕೆಗಳಲ್ಲಿ ಬಂದಿರುವ ವರದಿಯು ಸತ್ಯಕ್ಕೆ ದೂರವಾಗಿದೆ. ಭದ್ರಾವತಿಯಲ್ಲಿ ಶ್ರೀ ರಂಭಾಪುರಿ ಜಗದ್ಗುರುಗಳು ಹೇಳಿದ್ದಾರೆನ್ನಲಾದ ಹೇಳಿಕೆ ತಪ್ಪಾಗಿ ಪ್ರಕಟವಾಗಿದೆ. ವೀರಶೈವ ಲಿಂಗಾಯತ ಸಮಾಜದ ಸಂಘಟನೆ ಹಾಗೂ ಏಕತೆಗೆ ಧಕ್ಕೆಯಾಗುವ ಯಾವುದೇ ಹೇಳಿಕೆಯನ್ನು ನೀಡಿಲ್ಲ. ಸಮಾಜದ ಎಲ್ಲ ಪೀಠಾಧಿಪತಿಗಳು ಒಗ್ಗಟ್ಟಿನಿಂದ ಸಮಾಜದ ಅಭಿವೃದ್ಧಿಗೆ ಶ್ರಮಿಸಬೇಕು ಎಂಬುದು ನಮ್ಮ ಆಶಯವಾಗಿದೆ. ಭಕ್ತರು ಯಾವುದೇ ಗೊಂದಲಕ್ಕೆ ಒಳಗಾಗಬಾರದು ಎಂದು ಶ್ರೀಗಳು ಸ್ಪಷ್ಟಪಡಿಸಿದ್ದಾರೆ. <box>32 924 222 1027</box>
masthead-rule <box>30 58 915 60</box>
laser-workshop-photo <box>697 782 913 900</box>
chennamma-photo <box>216 1196 276 1268</box>
padagrahana-body: ಹುಬ್ಬಳ್ಳಿ: ಗೋಕುಲ ರೋಡ ರಾಜನಗರ ಕಾಲೋನಿಯ ಲೈಯನ್ಸ್ ಕ್ಲಬ್‌ನ 2025-26ನೇ ಸಾಲಿನ ನೂತನ ಪದಾಧಿಕಾರಿಗಳ ಪದಗ್ರಹಣ ಹಾಗೂ 8ನೇ ವಾರ್ಷಿಕೋತ್ಸವ ಕಾರ್ಯಕ್ರಮ ಹೆಗಡೆ ಸಭಾಭವನದಲ್ಲಿ ವಿಜೃಂಭಣೆಯಿಂದ ನೆರವೇರಿತು. ಮುಖ್ಯ ಅತಿಥಿಗಳಾಗಿ ಆಗಮಿಸಿದ ಗಣ್ಯರು ನೂತನ ಪದಾಧಿಕಾರಿಗಳಿಗೆ ಪ್ರಮಾಣ ವಚನ ಬೋಧಿಸಿದರು. ಸಂಘವು ಸಮಾಜ ಸೇವೆಯಲ್ಲಿ ತೊಡಗಿಸಿಕೊಂಡಿದ್ದು, ಮುಂಬರುವ ದಿನಗಳಲ್ಲಿ ಇನ್ನಷ್ಟು ಸೇವಾ ಕಾರ್ಯಗಳನ್ನು ಹಮ್ಮಿಕೊಳ್ಳಲಾಗುವುದು ಎಂದು ಅಧ್ಯಕ್ಷರು ತಿಳಿಸಿದರು. ಈ ಸಂದರ್ಭದಲ್ಲಿ ಸಂಸ್ಥೆಯ ಪದಾಧಿಕಾರಿಗಳು, ಸದಸ್ಯರು ಹಾಗೂ ಗಣ್ಯರು ಉಪಸ್ಥಿತರಿದ್ದರು. ಕಾರ್ಯಕ್ರಮದಲ್ಲಿ ಸಾಧಕರನ್ನು ಸನ್ಮಾನಿಸಲಾಯಿತು. ಶ್ರೀಮತಿ ವಿದ್ಯಾ ವಂದಿಸಿದರು. <box>32 605 276 697</box>
quote-box-2 <box>510 248 662 358</box>
portrait-illustration <box>413 497 541 657</box>
